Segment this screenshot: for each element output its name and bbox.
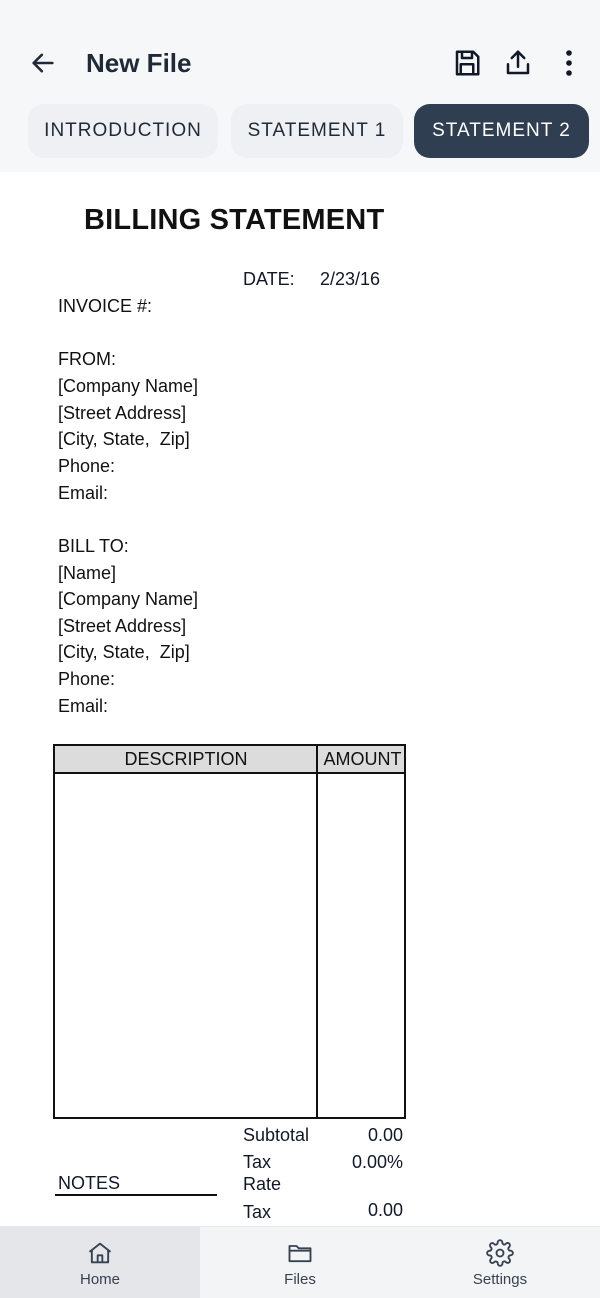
bill-to-label: BILL TO: (58, 536, 129, 556)
nav-files[interactable] (200, 1227, 400, 1298)
from-label: FROM: (58, 349, 116, 369)
tab-bar (0, 104, 600, 160)
tab-introduction[interactable]: INTRODUCTION (28, 104, 218, 158)
tax-label: Tax (243, 1202, 272, 1222)
bill-to-email[interactable]: Email: (58, 696, 109, 716)
from-email[interactable]: Email: (58, 483, 109, 503)
document-title: BILLING STATEMENT (84, 204, 385, 236)
more-vertical-icon (565, 49, 573, 77)
bill-to-phone[interactable]: Phone: (58, 669, 116, 689)
from-company[interactable]: [Company Name] (58, 376, 199, 396)
items-table (53, 744, 406, 1119)
tax-rate-label-line1: Tax (243, 1152, 272, 1172)
tab-statement-1[interactable]: STATEMENT 1 (231, 104, 403, 158)
app-bar (0, 0, 600, 172)
folder-icon (286, 1239, 314, 1267)
tax-rate-value[interactable]: 0.00% (351, 1152, 403, 1172)
share-icon (503, 48, 533, 78)
nav-settings-label: Settings (472, 1270, 528, 1288)
bill-to-company[interactable]: [Company Name] (58, 589, 199, 609)
invoice-label: INVOICE #: (58, 296, 153, 316)
bill-to-name[interactable]: [Name] (58, 563, 117, 583)
amount-header: AMOUNT (323, 749, 402, 769)
tab-statement-2[interactable]: STATEMENT 2 (414, 104, 589, 158)
nav-home[interactable] (0, 1227, 200, 1298)
tax-rate-label-line2: Rate (243, 1174, 282, 1194)
column-divider (316, 746, 318, 1117)
nav-settings[interactable] (400, 1227, 600, 1298)
share-button[interactable] (500, 44, 536, 82)
from-phone[interactable]: Phone: (58, 456, 116, 476)
home-icon (86, 1239, 114, 1267)
bill-to-city[interactable]: [City, State, Zip] (58, 642, 190, 662)
bill-to-street[interactable]: [Street Address] (58, 616, 187, 636)
gear-icon (486, 1239, 514, 1267)
billing-statement-document (0, 172, 600, 1226)
notes-label: NOTES (58, 1173, 121, 1193)
more-options-button[interactable] (551, 44, 587, 82)
notes-underline (55, 1194, 217, 1196)
save-button[interactable] (449, 44, 485, 82)
subtotal-label: Subtotal (243, 1125, 310, 1145)
nav-home-label: Home (79, 1270, 120, 1288)
date-label: DATE: (243, 269, 295, 289)
subtotal-value: 0.00 (367, 1125, 403, 1145)
tax-value: 0.00 (367, 1200, 403, 1220)
description-header: DESCRIPTION (124, 749, 248, 769)
table-header-row (55, 746, 404, 774)
date-value[interactable]: 2/23/16 (320, 269, 381, 289)
bottom-navigation (0, 1226, 600, 1298)
save-icon (452, 48, 482, 78)
from-street[interactable]: [Street Address] (58, 403, 187, 423)
back-button[interactable] (26, 46, 60, 80)
page-title: New File (86, 48, 192, 78)
from-city[interactable]: [City, State, Zip] (58, 429, 190, 449)
arrow-left-icon (29, 49, 57, 77)
nav-files-label: Files (284, 1270, 316, 1288)
